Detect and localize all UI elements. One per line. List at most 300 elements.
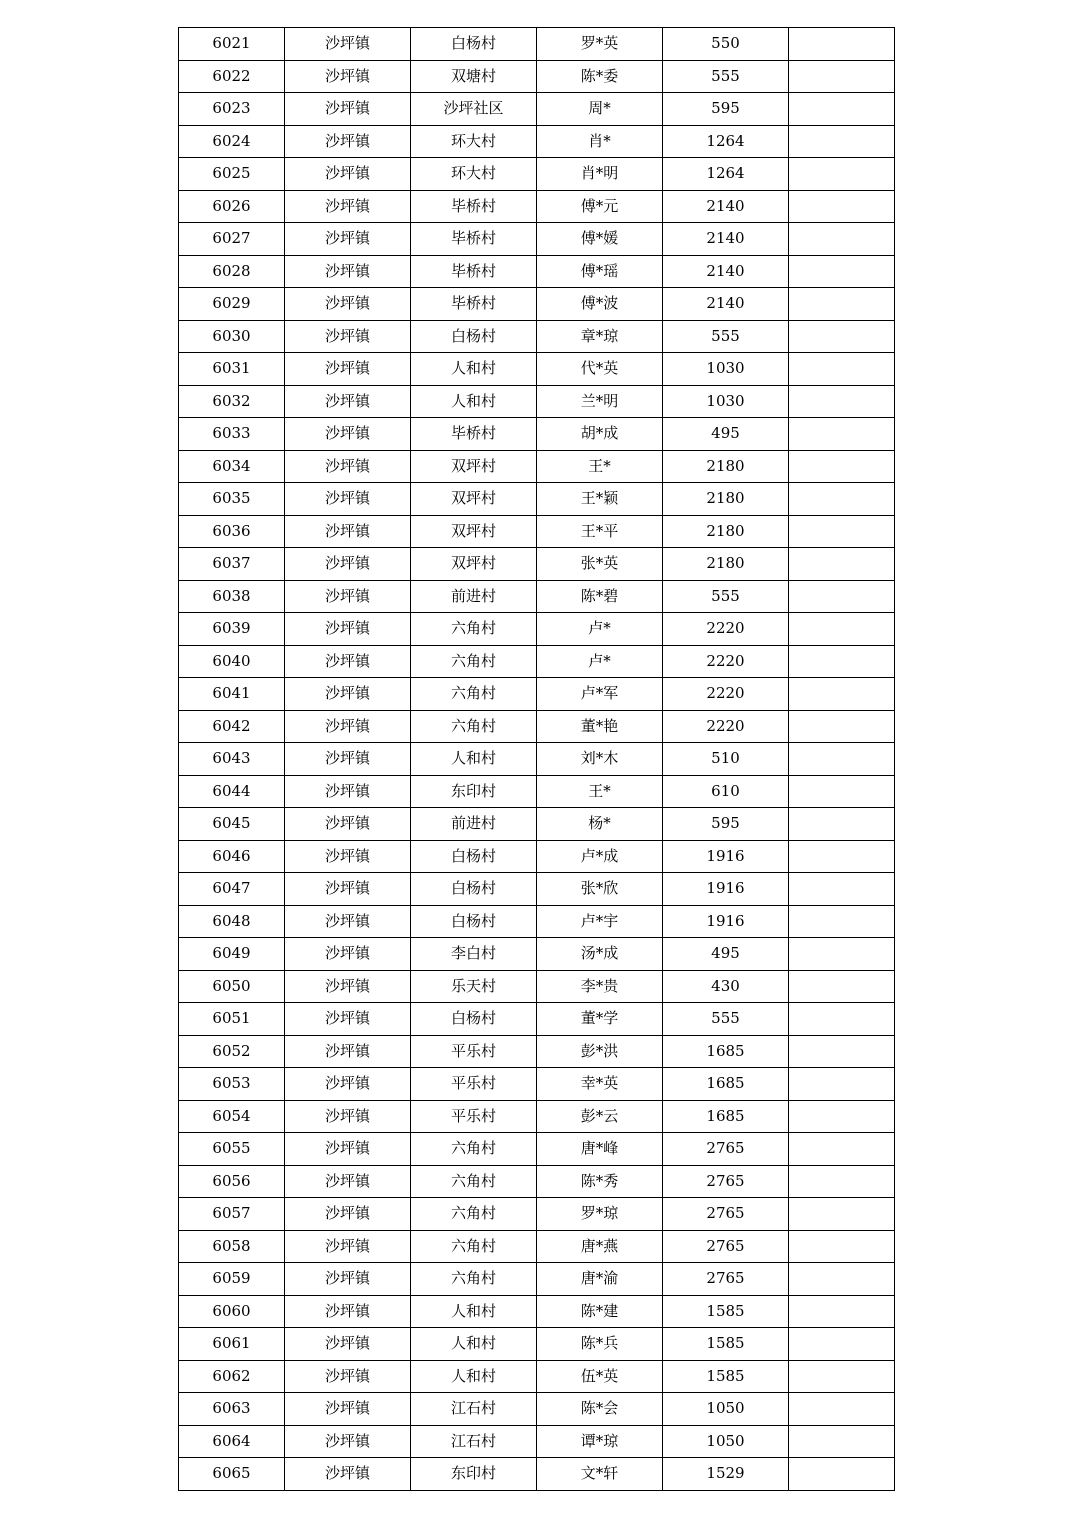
table-row <box>179 710 895 743</box>
amount-cell: 1264 <box>663 125 789 158</box>
table-body <box>179 28 895 1491</box>
note-cell <box>789 1360 895 1393</box>
village-cell: 人和村 <box>411 1360 537 1393</box>
amount-cell: 2180 <box>663 450 789 483</box>
town-cell: 沙坪镇 <box>285 970 411 1003</box>
table-row <box>179 1165 895 1198</box>
serial-number-cell: 6026 <box>179 190 285 223</box>
table-row <box>179 678 895 711</box>
table-row <box>179 1360 895 1393</box>
amount-cell: 2220 <box>663 710 789 743</box>
note-cell <box>789 418 895 451</box>
table-row <box>179 905 895 938</box>
name-cell: 肖* <box>537 125 663 158</box>
amount-cell: 495 <box>663 418 789 451</box>
town-cell: 沙坪镇 <box>285 223 411 256</box>
amount-cell: 555 <box>663 580 789 613</box>
table-row <box>179 1230 895 1263</box>
amount-cell: 555 <box>663 320 789 353</box>
name-cell: 卢* <box>537 613 663 646</box>
village-cell: 双坪村 <box>411 548 537 581</box>
town-cell: 沙坪镇 <box>285 125 411 158</box>
amount-cell: 1585 <box>663 1360 789 1393</box>
note-cell <box>789 450 895 483</box>
amount-cell: 595 <box>663 808 789 841</box>
village-cell: 人和村 <box>411 1295 537 1328</box>
amount-cell: 2140 <box>663 288 789 321</box>
name-cell: 卢* <box>537 645 663 678</box>
table-row <box>179 255 895 288</box>
name-cell: 唐*燕 <box>537 1230 663 1263</box>
note-cell <box>789 1425 895 1458</box>
serial-number-cell: 6028 <box>179 255 285 288</box>
amount-cell: 595 <box>663 93 789 126</box>
serial-number-cell: 6059 <box>179 1263 285 1296</box>
table-row <box>179 580 895 613</box>
town-cell: 沙坪镇 <box>285 808 411 841</box>
town-cell: 沙坪镇 <box>285 483 411 516</box>
note-cell <box>789 970 895 1003</box>
amount-cell: 2765 <box>663 1230 789 1263</box>
name-cell: 伍*英 <box>537 1360 663 1393</box>
note-cell <box>789 158 895 191</box>
village-cell: 白杨村 <box>411 1003 537 1036</box>
serial-number-cell: 6038 <box>179 580 285 613</box>
name-cell: 王* <box>537 450 663 483</box>
name-cell: 唐*峰 <box>537 1133 663 1166</box>
town-cell: 沙坪镇 <box>285 580 411 613</box>
serial-number-cell: 6063 <box>179 1393 285 1426</box>
note-cell <box>789 353 895 386</box>
name-cell: 卢*成 <box>537 840 663 873</box>
village-cell: 李白村 <box>411 938 537 971</box>
town-cell: 沙坪镇 <box>285 1393 411 1426</box>
serial-number-cell: 6029 <box>179 288 285 321</box>
note-cell <box>789 28 895 61</box>
note-cell <box>789 190 895 223</box>
town-cell: 沙坪镇 <box>285 938 411 971</box>
note-cell <box>789 255 895 288</box>
serial-number-cell: 6056 <box>179 1165 285 1198</box>
village-cell: 白杨村 <box>411 320 537 353</box>
table-row <box>179 1003 895 1036</box>
serial-number-cell: 6065 <box>179 1458 285 1491</box>
serial-number-cell: 6061 <box>179 1328 285 1361</box>
table-row <box>179 158 895 191</box>
note-cell <box>789 483 895 516</box>
town-cell: 沙坪镇 <box>285 743 411 776</box>
note-cell <box>789 223 895 256</box>
town-cell: 沙坪镇 <box>285 450 411 483</box>
town-cell: 沙坪镇 <box>285 905 411 938</box>
town-cell: 沙坪镇 <box>285 1198 411 1231</box>
name-cell: 傅*媛 <box>537 223 663 256</box>
name-cell: 肖*明 <box>537 158 663 191</box>
serial-number-cell: 6058 <box>179 1230 285 1263</box>
village-cell: 六角村 <box>411 613 537 646</box>
name-cell: 唐*渝 <box>537 1263 663 1296</box>
town-cell: 沙坪镇 <box>285 1068 411 1101</box>
serial-number-cell: 6044 <box>179 775 285 808</box>
town-cell: 沙坪镇 <box>285 613 411 646</box>
beneficiary-table <box>178 27 895 1491</box>
name-cell: 董*艳 <box>537 710 663 743</box>
town-cell: 沙坪镇 <box>285 255 411 288</box>
name-cell: 张*英 <box>537 548 663 581</box>
village-cell: 东印村 <box>411 775 537 808</box>
amount-cell: 2220 <box>663 678 789 711</box>
name-cell: 幸*英 <box>537 1068 663 1101</box>
note-cell <box>789 710 895 743</box>
amount-cell: 555 <box>663 60 789 93</box>
name-cell: 罗*英 <box>537 28 663 61</box>
table-row <box>179 840 895 873</box>
town-cell: 沙坪镇 <box>285 548 411 581</box>
village-cell: 白杨村 <box>411 840 537 873</box>
amount-cell: 2140 <box>663 255 789 288</box>
serial-number-cell: 6051 <box>179 1003 285 1036</box>
amount-cell: 1685 <box>663 1100 789 1133</box>
amount-cell: 1585 <box>663 1328 789 1361</box>
note-cell <box>789 320 895 353</box>
note-cell <box>789 938 895 971</box>
amount-cell: 2180 <box>663 515 789 548</box>
table-row <box>179 1328 895 1361</box>
name-cell: 陈*碧 <box>537 580 663 613</box>
note-cell <box>789 840 895 873</box>
amount-cell: 510 <box>663 743 789 776</box>
serial-number-cell: 6057 <box>179 1198 285 1231</box>
serial-number-cell: 6034 <box>179 450 285 483</box>
village-cell: 平乐村 <box>411 1100 537 1133</box>
town-cell: 沙坪镇 <box>285 1100 411 1133</box>
serial-number-cell: 6045 <box>179 808 285 841</box>
amount-cell: 610 <box>663 775 789 808</box>
village-cell: 沙坪社区 <box>411 93 537 126</box>
note-cell <box>789 515 895 548</box>
village-cell: 双坪村 <box>411 450 537 483</box>
town-cell: 沙坪镇 <box>285 320 411 353</box>
village-cell: 六角村 <box>411 710 537 743</box>
village-cell: 人和村 <box>411 1328 537 1361</box>
serial-number-cell: 6021 <box>179 28 285 61</box>
name-cell: 文*轩 <box>537 1458 663 1491</box>
note-cell <box>789 1230 895 1263</box>
table-row <box>179 125 895 158</box>
table-row <box>179 385 895 418</box>
amount-cell: 2765 <box>663 1165 789 1198</box>
note-cell <box>789 1458 895 1491</box>
name-cell: 兰*明 <box>537 385 663 418</box>
name-cell: 王*平 <box>537 515 663 548</box>
amount-cell: 1916 <box>663 873 789 906</box>
town-cell: 沙坪镇 <box>285 710 411 743</box>
village-cell: 毕桥村 <box>411 288 537 321</box>
village-cell: 六角村 <box>411 678 537 711</box>
village-cell: 前进村 <box>411 808 537 841</box>
amount-cell: 1050 <box>663 1425 789 1458</box>
table-row <box>179 775 895 808</box>
serial-number-cell: 6062 <box>179 1360 285 1393</box>
town-cell: 沙坪镇 <box>285 1295 411 1328</box>
amount-cell: 1050 <box>663 1393 789 1426</box>
name-cell: 王* <box>537 775 663 808</box>
amount-cell: 1529 <box>663 1458 789 1491</box>
name-cell: 罗*琼 <box>537 1198 663 1231</box>
note-cell <box>789 1035 895 1068</box>
town-cell: 沙坪镇 <box>285 1458 411 1491</box>
serial-number-cell: 6031 <box>179 353 285 386</box>
town-cell: 沙坪镇 <box>285 1035 411 1068</box>
note-cell <box>789 1328 895 1361</box>
table-row <box>179 515 895 548</box>
name-cell: 刘*木 <box>537 743 663 776</box>
note-cell <box>789 548 895 581</box>
serial-number-cell: 6043 <box>179 743 285 776</box>
village-cell: 东印村 <box>411 1458 537 1491</box>
table-row <box>179 1263 895 1296</box>
table-row <box>179 28 895 61</box>
amount-cell: 555 <box>663 1003 789 1036</box>
note-cell <box>789 613 895 646</box>
town-cell: 沙坪镇 <box>285 1165 411 1198</box>
amount-cell: 495 <box>663 938 789 971</box>
amount-cell: 2140 <box>663 190 789 223</box>
amount-cell: 2220 <box>663 613 789 646</box>
name-cell: 陈*建 <box>537 1295 663 1328</box>
serial-number-cell: 6046 <box>179 840 285 873</box>
town-cell: 沙坪镇 <box>285 93 411 126</box>
document-page <box>178 27 894 1491</box>
table-row <box>179 288 895 321</box>
serial-number-cell: 6035 <box>179 483 285 516</box>
village-cell: 平乐村 <box>411 1068 537 1101</box>
serial-number-cell: 6037 <box>179 548 285 581</box>
town-cell: 沙坪镇 <box>285 385 411 418</box>
amount-cell: 1685 <box>663 1068 789 1101</box>
serial-number-cell: 6052 <box>179 1035 285 1068</box>
name-cell: 王*颖 <box>537 483 663 516</box>
note-cell <box>789 1165 895 1198</box>
table-row <box>179 418 895 451</box>
note-cell <box>789 905 895 938</box>
town-cell: 沙坪镇 <box>285 840 411 873</box>
note-cell <box>789 125 895 158</box>
serial-number-cell: 6055 <box>179 1133 285 1166</box>
town-cell: 沙坪镇 <box>285 60 411 93</box>
name-cell: 傅*波 <box>537 288 663 321</box>
name-cell: 代*英 <box>537 353 663 386</box>
town-cell: 沙坪镇 <box>285 873 411 906</box>
village-cell: 毕桥村 <box>411 223 537 256</box>
village-cell: 双塘村 <box>411 60 537 93</box>
village-cell: 毕桥村 <box>411 255 537 288</box>
name-cell: 卢*军 <box>537 678 663 711</box>
town-cell: 沙坪镇 <box>285 353 411 386</box>
amount-cell: 1685 <box>663 1035 789 1068</box>
note-cell <box>789 808 895 841</box>
serial-number-cell: 6040 <box>179 645 285 678</box>
table-row <box>179 548 895 581</box>
name-cell: 彭*云 <box>537 1100 663 1133</box>
serial-number-cell: 6054 <box>179 1100 285 1133</box>
village-cell: 环大村 <box>411 125 537 158</box>
amount-cell: 2140 <box>663 223 789 256</box>
village-cell: 江石村 <box>411 1425 537 1458</box>
serial-number-cell: 6032 <box>179 385 285 418</box>
village-cell: 六角村 <box>411 1230 537 1263</box>
village-cell: 前进村 <box>411 580 537 613</box>
note-cell <box>789 1003 895 1036</box>
name-cell: 汤*成 <box>537 938 663 971</box>
town-cell: 沙坪镇 <box>285 1003 411 1036</box>
table-row <box>179 1198 895 1231</box>
serial-number-cell: 6048 <box>179 905 285 938</box>
name-cell: 傅*瑶 <box>537 255 663 288</box>
name-cell: 陈*秀 <box>537 1165 663 1198</box>
town-cell: 沙坪镇 <box>285 1230 411 1263</box>
table-row <box>179 645 895 678</box>
village-cell: 六角村 <box>411 645 537 678</box>
village-cell: 环大村 <box>411 158 537 191</box>
serial-number-cell: 6039 <box>179 613 285 646</box>
table-row <box>179 60 895 93</box>
table-row <box>179 1100 895 1133</box>
town-cell: 沙坪镇 <box>285 1133 411 1166</box>
village-cell: 毕桥村 <box>411 190 537 223</box>
table-row <box>179 450 895 483</box>
table-row <box>179 483 895 516</box>
table-row <box>179 1458 895 1491</box>
note-cell <box>789 1198 895 1231</box>
serial-number-cell: 6049 <box>179 938 285 971</box>
table-row <box>179 808 895 841</box>
town-cell: 沙坪镇 <box>285 190 411 223</box>
amount-cell: 430 <box>663 970 789 1003</box>
note-cell <box>789 60 895 93</box>
note-cell <box>789 1133 895 1166</box>
name-cell: 彭*洪 <box>537 1035 663 1068</box>
note-cell <box>789 1295 895 1328</box>
name-cell: 陈*兵 <box>537 1328 663 1361</box>
village-cell: 毕桥村 <box>411 418 537 451</box>
name-cell: 谭*琼 <box>537 1425 663 1458</box>
serial-number-cell: 6027 <box>179 223 285 256</box>
note-cell <box>789 288 895 321</box>
note-cell <box>789 678 895 711</box>
table-row <box>179 970 895 1003</box>
serial-number-cell: 6036 <box>179 515 285 548</box>
serial-number-cell: 6042 <box>179 710 285 743</box>
town-cell: 沙坪镇 <box>285 288 411 321</box>
name-cell: 董*学 <box>537 1003 663 1036</box>
table-row <box>179 1035 895 1068</box>
town-cell: 沙坪镇 <box>285 775 411 808</box>
table-row <box>179 743 895 776</box>
village-cell: 六角村 <box>411 1165 537 1198</box>
town-cell: 沙坪镇 <box>285 515 411 548</box>
note-cell <box>789 385 895 418</box>
name-cell: 卢*宇 <box>537 905 663 938</box>
amount-cell: 2765 <box>663 1263 789 1296</box>
table-row <box>179 1425 895 1458</box>
note-cell <box>789 580 895 613</box>
town-cell: 沙坪镇 <box>285 1328 411 1361</box>
serial-number-cell: 6023 <box>179 93 285 126</box>
name-cell: 张*欣 <box>537 873 663 906</box>
serial-number-cell: 6060 <box>179 1295 285 1328</box>
town-cell: 沙坪镇 <box>285 1263 411 1296</box>
amount-cell: 2765 <box>663 1198 789 1231</box>
table-row <box>179 938 895 971</box>
note-cell <box>789 873 895 906</box>
town-cell: 沙坪镇 <box>285 678 411 711</box>
table-row <box>179 613 895 646</box>
amount-cell: 2765 <box>663 1133 789 1166</box>
note-cell <box>789 775 895 808</box>
table-row <box>179 873 895 906</box>
table-row <box>179 1133 895 1166</box>
village-cell: 六角村 <box>411 1263 537 1296</box>
table-row <box>179 1068 895 1101</box>
table-row <box>179 1393 895 1426</box>
name-cell: 胡*成 <box>537 418 663 451</box>
table-row <box>179 223 895 256</box>
note-cell <box>789 1263 895 1296</box>
serial-number-cell: 6022 <box>179 60 285 93</box>
town-cell: 沙坪镇 <box>285 28 411 61</box>
amount-cell: 1264 <box>663 158 789 191</box>
note-cell <box>789 1393 895 1426</box>
serial-number-cell: 6025 <box>179 158 285 191</box>
amount-cell: 1030 <box>663 353 789 386</box>
village-cell: 白杨村 <box>411 905 537 938</box>
name-cell: 傅*元 <box>537 190 663 223</box>
note-cell <box>789 645 895 678</box>
amount-cell: 2180 <box>663 548 789 581</box>
town-cell: 沙坪镇 <box>285 1360 411 1393</box>
note-cell <box>789 1100 895 1133</box>
serial-number-cell: 6047 <box>179 873 285 906</box>
village-cell: 双坪村 <box>411 515 537 548</box>
town-cell: 沙坪镇 <box>285 418 411 451</box>
village-cell: 平乐村 <box>411 1035 537 1068</box>
table-row <box>179 93 895 126</box>
name-cell: 陈*会 <box>537 1393 663 1426</box>
village-cell: 人和村 <box>411 743 537 776</box>
serial-number-cell: 6050 <box>179 970 285 1003</box>
village-cell: 六角村 <box>411 1133 537 1166</box>
amount-cell: 1916 <box>663 840 789 873</box>
table-row <box>179 190 895 223</box>
serial-number-cell: 6053 <box>179 1068 285 1101</box>
village-cell: 白杨村 <box>411 28 537 61</box>
table-row <box>179 1295 895 1328</box>
note-cell <box>789 743 895 776</box>
village-cell: 人和村 <box>411 385 537 418</box>
town-cell: 沙坪镇 <box>285 1425 411 1458</box>
serial-number-cell: 6064 <box>179 1425 285 1458</box>
village-cell: 双坪村 <box>411 483 537 516</box>
name-cell: 陈*委 <box>537 60 663 93</box>
name-cell: 周* <box>537 93 663 126</box>
note-cell <box>789 93 895 126</box>
village-cell: 江石村 <box>411 1393 537 1426</box>
amount-cell: 2180 <box>663 483 789 516</box>
amount-cell: 2220 <box>663 645 789 678</box>
village-cell: 人和村 <box>411 353 537 386</box>
town-cell: 沙坪镇 <box>285 158 411 191</box>
